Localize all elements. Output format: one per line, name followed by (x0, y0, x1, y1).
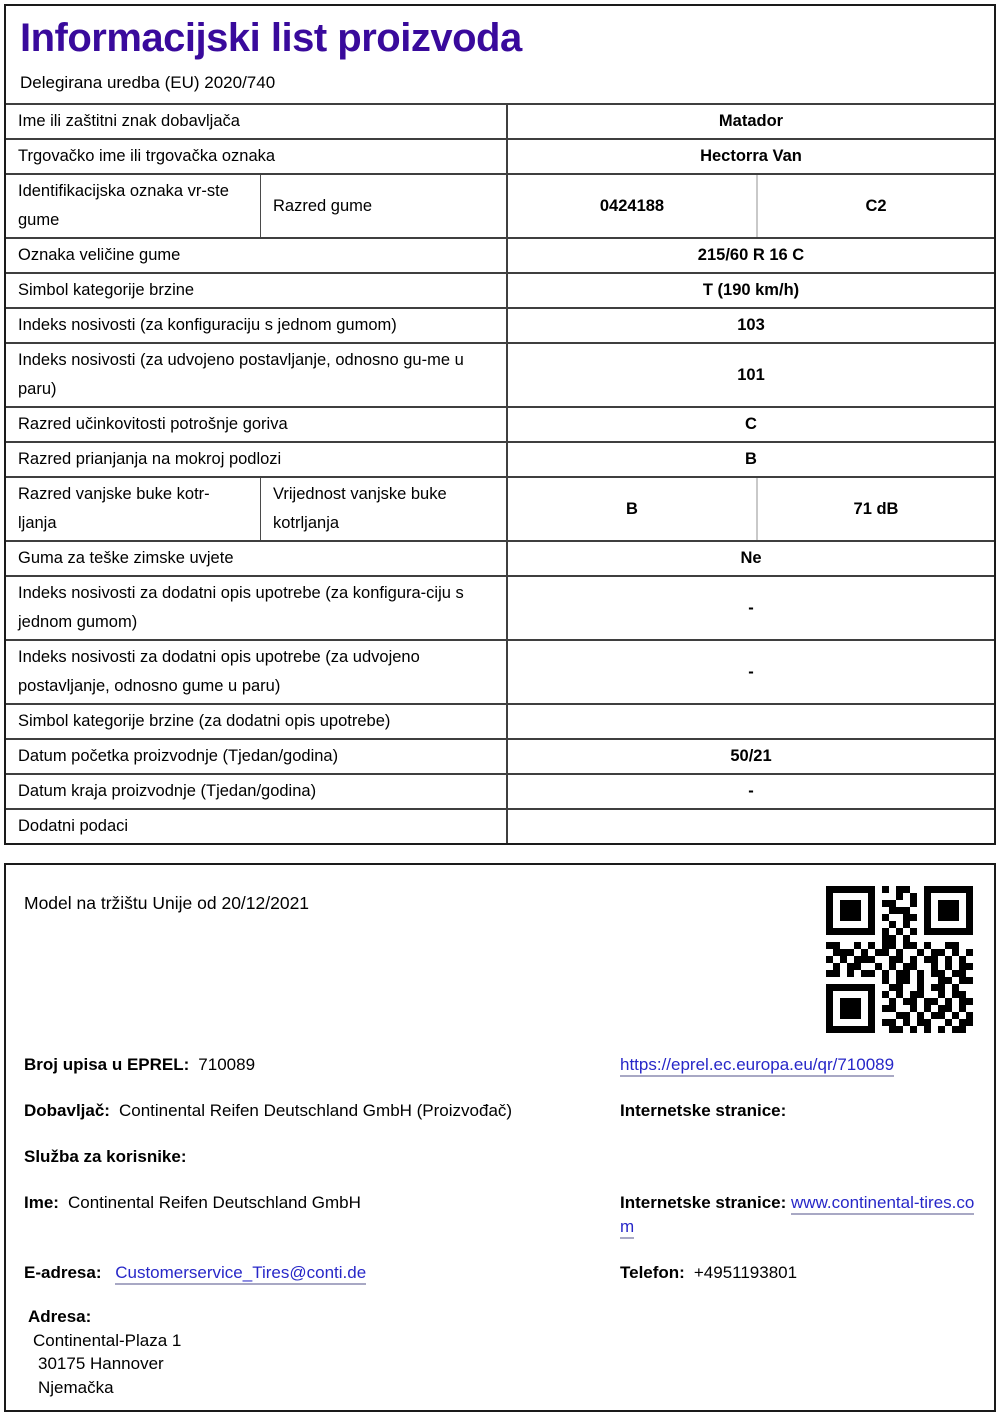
email-link[interactable]: Customerservice_Tires@conti.de (115, 1263, 366, 1285)
row-label: Razred vanjske buke kotr-ljanja (6, 478, 261, 540)
row-label: Indeks nosivosti za dodatni opis upotrebe (za konfigura-ciju s jednom gumom) (18, 584, 464, 631)
address-block (24, 1305, 976, 1399)
table-row (6, 773, 994, 808)
row-value: Hectorra Van (506, 140, 994, 173)
product-sheet-box (4, 4, 996, 845)
model-market-line: Model na tržištu Unije od 20/12/2021 (24, 893, 310, 913)
customer-service-row (24, 1145, 976, 1169)
row-value: 0424188 (506, 175, 756, 237)
row-value: T (190 km/h) (506, 274, 994, 307)
address-line: 30175 Hannover (38, 1354, 164, 1373)
row-label: Guma za teške zimske uvjete (18, 549, 234, 567)
row-value: - (506, 577, 994, 639)
row-value: 103 (506, 309, 994, 342)
email-row (24, 1261, 976, 1285)
row-value: B (506, 443, 994, 476)
product-table (6, 103, 994, 843)
eprel-label: Broj upisa u EPREL: (24, 1055, 190, 1074)
row-label: Razred prianjanja na mokroj podlozi (18, 450, 282, 468)
name-label: Ime: (24, 1193, 59, 1212)
table-row (6, 540, 994, 575)
address-line: Njemačka (38, 1377, 114, 1397)
row-value: Ne (506, 542, 994, 575)
supplier-row (24, 1099, 976, 1123)
row-value: C (506, 408, 994, 441)
website-link[interactable]: www.continental-tires.com (620, 1193, 974, 1239)
row-sublabel: Vrijednost vanjske buke kotrljanja (273, 485, 447, 532)
row-value: - (506, 641, 994, 703)
regulation-subtitle: Delegirana uredba (EU) 2020/740 (20, 73, 276, 92)
row-value: 101 (506, 344, 994, 406)
table-row (6, 307, 994, 342)
row-label: Indeks nosivosti (za udvojeno postavljanje, odnosno gu-me u paru) (18, 351, 464, 398)
row-label: Datum početka proizvodnje (Tjedan/godina) (18, 747, 339, 765)
eprel-row (24, 1053, 976, 1077)
page-title: Informacijski list proizvoda (20, 16, 522, 60)
table-row (6, 703, 994, 738)
row-label: Ime ili zaštitni znak dobavljača (18, 112, 240, 130)
row-value-secondary: C2 (756, 175, 994, 237)
phone-label: Telefon: (620, 1263, 685, 1282)
table-row (6, 406, 994, 441)
row-label: Trgovačko ime ili trgovačka oznaka (18, 147, 276, 165)
row-label: Indeks nosivosti (za konfiguraciju s jednom gumom) (18, 316, 397, 334)
table-row (6, 808, 994, 843)
address-label: Adresa: (28, 1307, 92, 1326)
row-label: Razred učinkovitosti potrošnje goriva (18, 415, 288, 433)
row-value: - (506, 775, 994, 808)
name-value: Continental Reifen Deutschland GmbH (67, 1193, 361, 1212)
address-line: Continental-Plaza 1 (33, 1330, 182, 1350)
eprel-value: 710089 (198, 1055, 256, 1074)
email-label: E-adresa: (24, 1263, 102, 1282)
table-row (6, 639, 994, 703)
supplier-value: Continental Reifen Deutschland GmbH (Proizvođač) (118, 1101, 513, 1120)
eprel-link[interactable]: https://eprel.ec.europa.eu/qr/710089 (620, 1055, 894, 1077)
table-row (6, 237, 994, 272)
phone-value: +4951193801 (693, 1263, 798, 1282)
row-label: Dodatni podaci (18, 817, 129, 835)
row-label: Datum kraja proizvodnje (Tjedan/godina) (18, 782, 317, 800)
table-row (6, 441, 994, 476)
table-row (6, 103, 994, 138)
website2-label: Internetske stranice: (620, 1193, 787, 1212)
row-value: 215/60 R 16 C (506, 239, 994, 272)
row-label: Simbol kategorije brzine (za dodatni opis upotrebe) (18, 712, 391, 730)
supplier-label: Dobavljač: (24, 1101, 110, 1120)
row-value-secondary: 71 dB (756, 478, 994, 540)
row-sublabel: Razred gume (273, 196, 373, 215)
table-row (6, 476, 994, 540)
table-row (6, 272, 994, 307)
row-value (506, 810, 994, 843)
row-label: Indeks nosivosti za dodatni opis upotrebe (za udvojeno postavljanje, odnosno gume u paru) (18, 648, 420, 695)
table-row (6, 575, 994, 639)
title-block (6, 6, 994, 103)
row-label: Simbol kategorije brzine (18, 281, 195, 299)
table-row (6, 738, 994, 773)
row-value (506, 705, 994, 738)
table-row (6, 138, 994, 173)
table-row (6, 342, 994, 406)
customer-service-label: Služba za korisnike: (24, 1147, 187, 1166)
table-row (6, 173, 994, 237)
footer-box (4, 863, 996, 1412)
row-value: 50/21 (506, 740, 994, 773)
row-label: Oznaka veličine gume (18, 246, 181, 264)
qr-code (826, 886, 973, 1033)
row-label: Identifikacijska oznaka vr-ste gume (6, 175, 261, 237)
row-value: Matador (506, 105, 994, 138)
row-value: B (506, 478, 756, 540)
name-row (24, 1191, 976, 1239)
website-label: Internetske stranice: (620, 1101, 787, 1120)
